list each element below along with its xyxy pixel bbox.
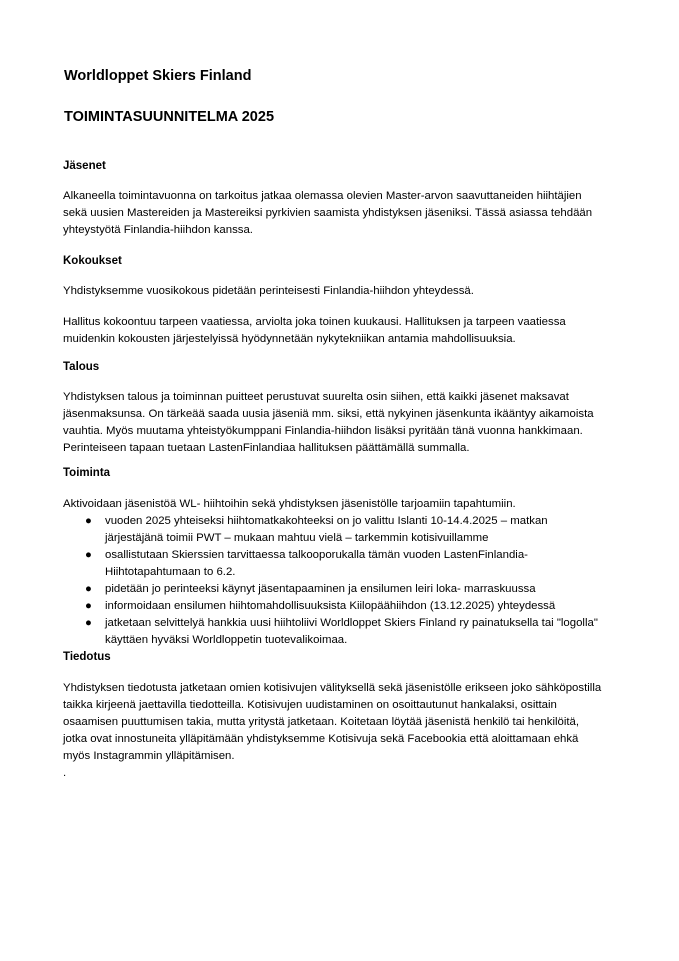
section-heading-kokoukset: Kokoukset (63, 255, 122, 267)
section-text-jasenet (63, 188, 643, 239)
text-line: taikka kirjeenä jaettavilla tiedotteilla. Kotisivujen uudistaminen on osoittautunut hankalaksi, osittain (63, 699, 557, 711)
section-heading-toiminta: Toiminta (63, 467, 111, 479)
list-item-text: Hiihtotapahtumaan to 6.2. (105, 566, 236, 578)
activity-list (85, 513, 645, 649)
organization-name: Worldloppet Skiers Finland (64, 68, 252, 84)
section-text-tiedotus (63, 680, 643, 782)
text-line: Aktivoidaan jäsenistöä WL- hiihtoihin sekä yhdistyksen jäsenistölle tarjoamiin tapahtumiin. (63, 498, 516, 510)
section-text-kokoukset-p2 (63, 314, 643, 348)
text-line: Yhdistyksen tiedotusta jatketaan omien kotisivujen välityksellä sekä jäsenistölle erikseen joko sähköpostilla (63, 682, 602, 694)
bullet-icon: ● (85, 549, 92, 561)
section-text-talous (63, 389, 643, 457)
list-item-text: vuoden 2025 yhteiseksi hiihtomatkakohteeksi on jo valittu Islanti 10-14.4.2025 – matkan (105, 515, 548, 527)
text-line: myös Instagrammin ylläpitämisen. (63, 750, 235, 762)
text-line: jäsenmaksunsa. On tärkeää saada uusia jäseniä mm. siksi, että nykyinen jäsenkunta ikääntyy aikamoista (63, 408, 594, 420)
section-heading-talous: Talous (63, 361, 100, 373)
text-line: jotka ovat innostuneita ylläpitämään yhdistyksemme Kotisivuja sekä Facebookia että aloittamaan ehkä (63, 733, 579, 745)
list-item (85, 513, 645, 547)
text-line: muidenkin kokousten järjestelyissä hyödynnetään nykytekniikan antamia mahdollisuuksia. (63, 333, 516, 345)
list-item-text: jatketaan selvittelyä hankkia uusi hiihtoliivi Worldloppet Skiers Finland ry painatuksella tai "logolla" (105, 617, 598, 629)
text-line: osaamisen puuttumisen takia, mutta yritystä jatketaan. Koitetaan löytää jäsenistä henkilö tai henkilöitä, (63, 716, 580, 728)
text-line: yhteystyötä Finlandia-hiihdon kanssa. (63, 224, 253, 236)
list-item (85, 615, 645, 649)
text-line: Alkaneella toimintavuonna on tarkoitus jatkaa olemassa olevien Master-arvon saavuttaneiden hiihtäjien (63, 190, 582, 202)
bullet-icon: ● (85, 600, 92, 612)
section-text-kokoukset-p1 (63, 283, 643, 300)
text-line: Perinteiseen tapaan tuetaan LastenFinlandiaa hallituksen päättämällä summalla. (63, 442, 470, 454)
list-item (85, 581, 645, 598)
list-item-text: järjestäjänä toimii PWT – mukaan mahtuu vielä – tarkemmin kotisivuillamme (105, 532, 489, 544)
document-title: TOIMINTASUUNNITELMA 2025 (64, 109, 275, 125)
section-text-toiminta-intro (63, 496, 643, 513)
list-item-text: käyttäen hyväksi Worldloppetin tuotevalikoimaa. (105, 634, 348, 646)
bullet-icon: ● (85, 617, 92, 629)
list-item (85, 598, 645, 615)
list-item-text: pidetään jo perinteeksi käynyt jäsentapaaminen ja ensilumen leiri loka- marraskuussa (105, 583, 536, 595)
text-line: Yhdistyksemme vuosikokous pidetään perinteisesti Finlandia-hiihdon yhteydessä. (63, 285, 474, 297)
trailing-period: . (63, 767, 67, 779)
bullet-icon: ● (85, 583, 92, 595)
list-item-text: osallistutaan Skierssien tarvittaessa talkooporukalla tämän vuoden LastenFinlandia- (105, 549, 528, 561)
list-item (85, 547, 645, 581)
text-line: Hallitus kokoontuu tarpeen vaatiessa, arviolta joka toinen kuukausi. Hallituksen ja tarpeen vaatiessa (63, 316, 566, 328)
bullet-icon: ● (85, 515, 92, 527)
text-line: Yhdistyksen talous ja toiminnan puitteet perustuvat suurelta osin siihen, että kaikki jäsenet maksavat (63, 391, 569, 403)
text-line: sekä uusien Mastereiden ja Mastereiksi pyrkivien saamista yhdistyksen jäseniksi. Tässä asiassa tehdään (63, 207, 593, 219)
list-item-text: informoidaan ensilumen hiihtomahdollisuuksista Kiilopäähiihdon (13.12.2025) yhteydessä (105, 600, 556, 612)
text-line: vauhtia. Myös muutama yhteistyökumppani Finlandia-hiihdon lisäksi pyritään tänä vuonna hankkimaan. (63, 425, 583, 437)
section-heading-jasenet: Jäsenet (63, 160, 106, 172)
section-heading-tiedotus: Tiedotus (63, 651, 111, 663)
